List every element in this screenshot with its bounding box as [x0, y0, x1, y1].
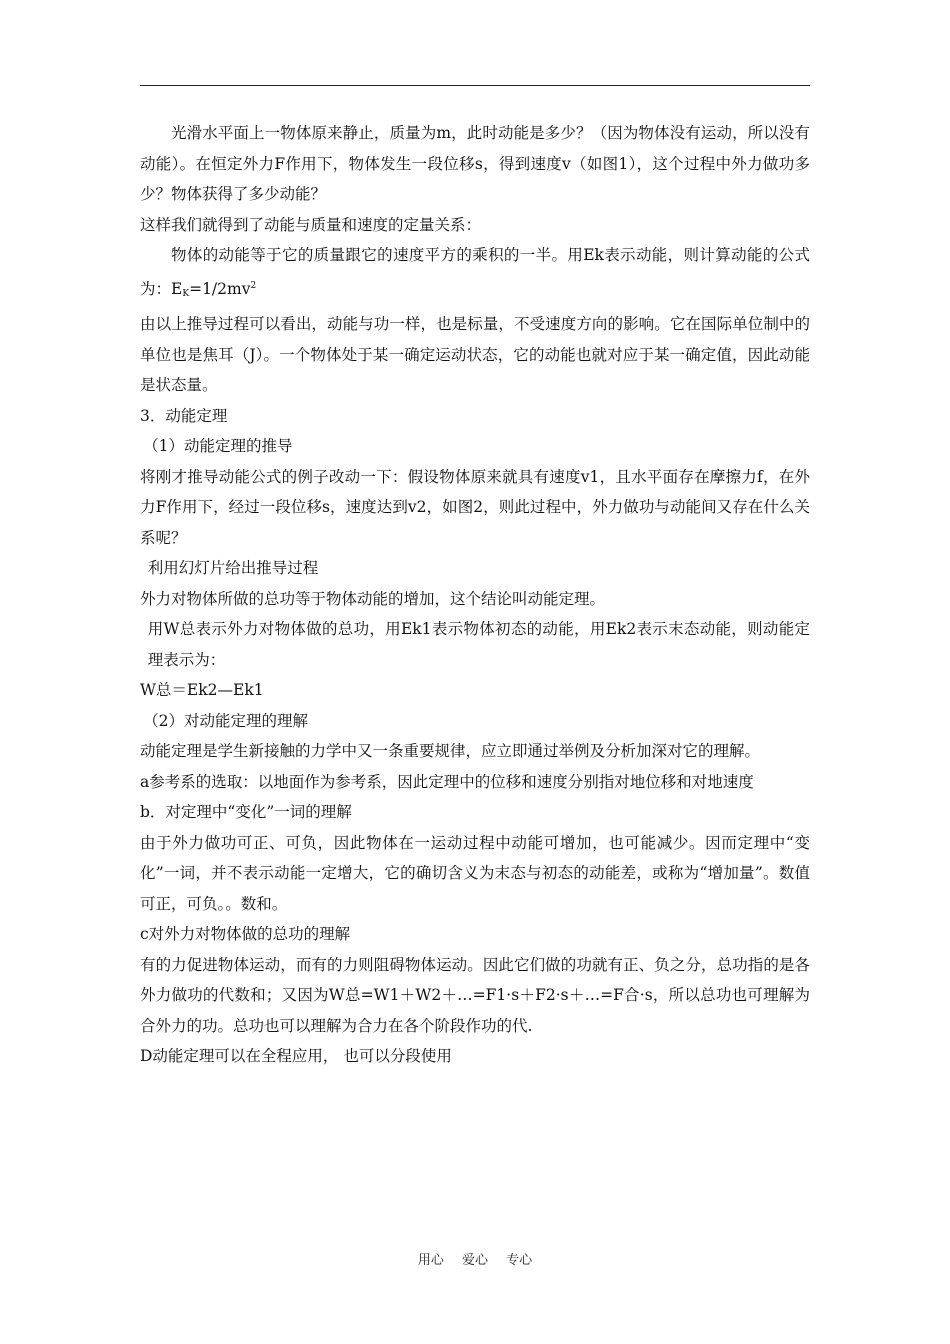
section-heading-theorem: 3．动能定理 [140, 406, 228, 425]
paragraph-theorem-statement: 外力对物体所做的总功等于物体动能的增加，这个结论叫动能定理。 [140, 589, 606, 608]
item-b-heading: b．对定理中“变化”一词的理解 [140, 803, 352, 821]
item-c-text: 有的力促进物体运动，而有的力则阻碍物体运动。因此它们做的功就有正、负之分，总功指的是各外力做功的代数和；又因为W总=W1＋W2＋…=F1·s＋F2·s＋…=F合·s，所以总功也可理解为合外力的功。总功也可以理解为合力在各个阶段作功的代. [140, 955, 810, 1035]
paragraph-important-law: 动能定理是学生新接触的力学中又一条重要规律，应立即通过举例及分析加深对它的理解。 [140, 742, 761, 760]
paragraph-intro: 光滑水平面上一物体原来静止，质量为m，此时动能是多少？（因为物体没有运动，所以没有动能）。在恒定外力F作用下，物体发生一段位移s，得到速度v（如图1），这个过程中外力做功多少？物体获得了多少动能？ [140, 124, 810, 203]
subsection-understanding: （2）对动能定理的理解 [143, 711, 308, 730]
paragraph-example: 将刚才推导动能公式的例子改动一下：假设物体原来就具有速度v1，且水平面存在摩擦力f，在外力F作用下，经过一段位移s，速度达到v2，如图2，则此过程中，外力做功与动能间又存在什么关系呢？ [140, 467, 810, 547]
item-b-text: 由于外力做功可正、可负，因此物体在一运动过程中动能可增加，也可能减少。因而定理中“变化”一词，并不表示动能一定增大，它的确切含义为末态与初态的动能差，或称为“增加量”。数值可正，可负。。数和。 [140, 833, 810, 913]
paragraph-theorem-symbols: 用W总表示外力对物体做的总功，用Ek1表示物体初态的动能，用Ek2表示末态动能，则动能定理表示为： [147, 620, 810, 669]
paragraph-slides: 利用幻灯片给出推导过程 [147, 559, 319, 577]
theorem-formula: W总＝Ek2—Ek1 [140, 681, 264, 699]
paragraph-definition [140, 240, 810, 309]
item-c-heading: c对外力对物体做的总功的理解 [140, 925, 351, 943]
paragraph-scalar: 由以上推导过程可以看出，动能与功一样，也是标量，不受速度方向的影响。它在国际单位制中的单位也是焦耳（J）。一个物体处于某一确定运动状态，它的动能也就对应于某一确定值，因此动能是状态量。 [140, 315, 810, 394]
kinetic-energy-formula: $E_K=1/2mv^2$ [171, 279, 257, 299]
subsection-derivation: （1）动能定理的推导 [143, 437, 293, 455]
item-a-reference-frame: a参考系的选取：以地面作为参考系，因此定理中的位移和速度分别指对地位移和对地速度 [140, 772, 754, 791]
item-d-text: D动能定理可以在全程应用， 也可以分段使用 [140, 1047, 452, 1065]
document-body [140, 118, 810, 1072]
page-footer: 用心 爱心 专心 [417, 1253, 533, 1268]
definition-text: 物体的动能等于它的质量跟它的速度平方的乘积的一半。用Ek表示动能，则计算动能的公式为： [140, 246, 810, 298]
paragraph-relation: 这样我们就得到了动能与质量和速度的定量关系： [140, 215, 482, 234]
header-rule [140, 85, 810, 86]
